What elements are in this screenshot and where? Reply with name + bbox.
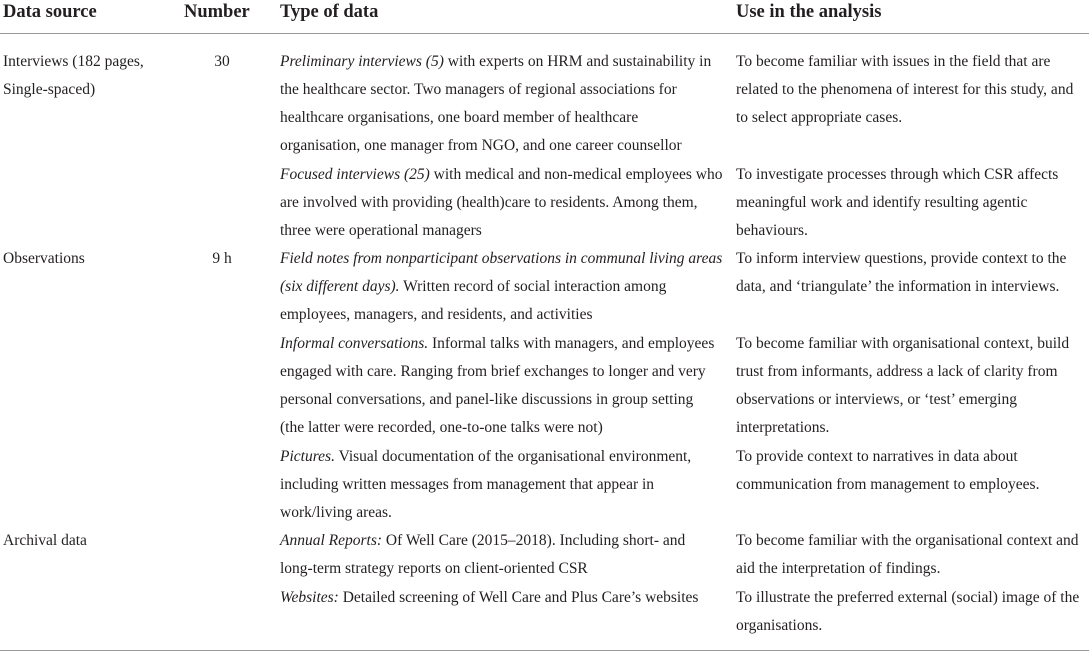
type-text: with experts on HRM and sustainability in <box>443 53 712 70</box>
type-line: including written messages from management that appear in <box>280 476 655 493</box>
use-line: To become familiar with organisational context, build <box>736 335 1070 352</box>
use-line: aid the interpretation of findings. <box>736 560 941 577</box>
row-source-archival <box>3 527 87 555</box>
header-rule <box>0 33 1089 34</box>
use-line: behaviours. <box>736 222 808 239</box>
type-line: (the latter were recorded, one-to-one talks were not) <box>280 419 603 436</box>
use-field-notes <box>736 245 1066 301</box>
type-line: are involved with providing (health)care to residents. Among them, <box>280 194 698 211</box>
type-text: Visual documentation of the organisational environment, <box>334 448 692 465</box>
bottom-rule <box>0 650 1089 651</box>
type-line: long-term strategy reports on client-oriented CSR <box>280 560 588 577</box>
use-line: interpretations. <box>736 419 830 436</box>
type-italic: Annual Reports: <box>280 532 383 549</box>
type-line: three were operational managers <box>280 222 482 239</box>
header-number: Number <box>184 2 250 22</box>
header-data-source: Data source <box>3 2 97 22</box>
type-line: work/living areas. <box>280 504 392 521</box>
type-informal-conversations <box>280 330 714 442</box>
use-line: organisations. <box>736 617 823 634</box>
source-line: Observations <box>3 250 85 267</box>
row-number-interviews: 30 <box>214 53 230 70</box>
type-line: organisation, one manager from NGO, and one career counsellor <box>280 137 682 154</box>
type-field-notes <box>280 245 722 329</box>
source-line: Single-spaced) <box>3 81 96 98</box>
type-line: engaged with care. Ranging from brief exchanges to longer and very <box>280 363 706 380</box>
type-italic: Pictures. <box>280 448 335 465</box>
use-line: related to the phenomena of interest for this study, and <box>736 81 1074 98</box>
type-websites <box>280 584 698 612</box>
use-focused-interviews <box>736 161 1058 245</box>
source-line: Interviews (182 pages, <box>3 53 144 70</box>
header-type-of-data: Type of data <box>280 2 379 22</box>
row-source-interviews <box>3 48 144 104</box>
use-websites <box>736 584 1079 640</box>
use-line: To inform interview questions, provide context to the <box>736 250 1067 267</box>
use-line: to select appropriate cases. <box>736 109 903 126</box>
use-line: trust from informants, address a lack of clarity from <box>736 363 1058 380</box>
use-line: observations or interviews, or ‘test’ emerging <box>736 391 1017 408</box>
type-italic: Preliminary interviews (5) <box>280 53 444 70</box>
type-italic: Websites: <box>280 589 339 606</box>
row-source-observations <box>3 245 85 273</box>
use-line: To illustrate the preferred external (social) image of the <box>736 589 1080 606</box>
type-text: with medical and non-medical employees who <box>429 166 723 183</box>
use-line: To investigate processes through which CSR affects <box>736 166 1059 183</box>
type-preliminary-interviews <box>280 48 711 160</box>
type-pictures <box>280 443 691 527</box>
use-annual-reports <box>736 527 1079 583</box>
type-text: Written record of social interaction among <box>399 278 667 295</box>
type-line: healthcare organisations, one board member of healthcare <box>280 109 639 126</box>
type-italic: Focused interviews (25) <box>280 166 430 183</box>
type-focused-interviews <box>280 161 723 245</box>
type-line: personal conversations, and panel-like discussions in group setting <box>280 391 694 408</box>
type-line: the healthcare sector. Two managers of regional associations for <box>280 81 677 98</box>
type-text: Detailed screening of Well Care and Plus Care’s websites <box>338 589 699 606</box>
use-pictures <box>736 443 1039 499</box>
type-line: employees, managers, and residents, and activities <box>280 306 593 323</box>
use-line: communication from management to employees. <box>736 476 1040 493</box>
type-annual-reports <box>280 527 685 583</box>
use-preliminary-interviews <box>736 48 1073 132</box>
use-line: meaningful work and identify resulting agentic <box>736 194 1028 211</box>
type-italic: Informal conversations. <box>280 335 429 352</box>
use-line: To provide context to narratives in data about <box>736 448 1018 465</box>
use-line: To become familiar with issues in the field that are <box>736 53 1051 70</box>
use-line: data, and ‘triangulate’ the information in interviews. <box>736 278 1060 295</box>
type-italic: Field notes from nonparticipant observations in communal living areas <box>280 250 723 267</box>
use-informal-conversations <box>736 330 1069 442</box>
type-text: Of Well Care (2015–2018). Including short- and <box>382 532 686 549</box>
type-italic: (six different days). <box>280 278 400 295</box>
header-use-in-analysis: Use in the analysis <box>736 2 882 22</box>
row-number-observations: 9 h <box>212 250 232 267</box>
type-text: Informal talks with managers, and employees <box>428 335 715 352</box>
use-line: To become familiar with the organisational context and <box>736 532 1079 549</box>
source-line: Archival data <box>3 532 87 549</box>
